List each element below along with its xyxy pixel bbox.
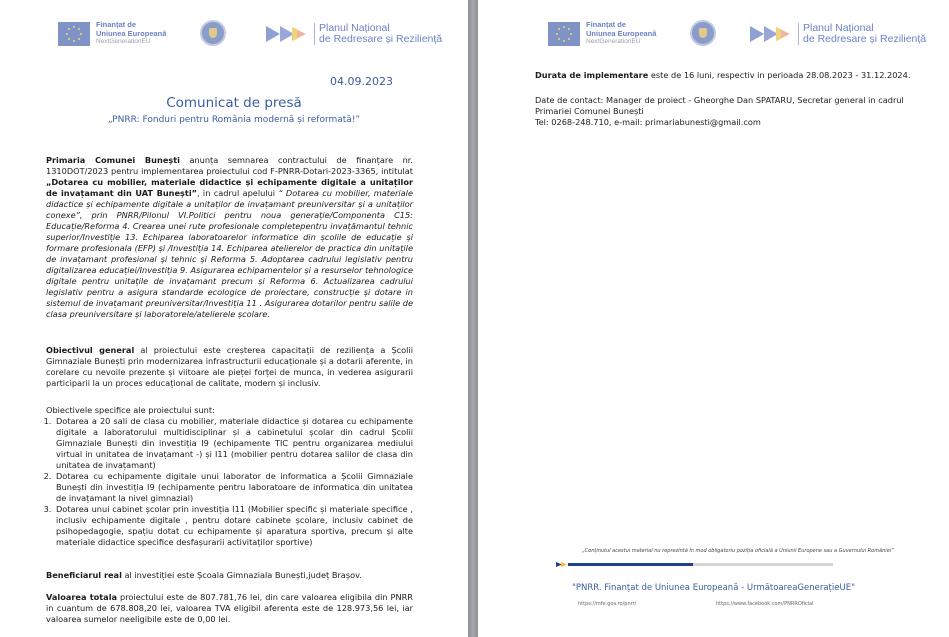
contact-phone-email: Tel: 0268-248.710, e-mail: primariabunesti@gmail.com (535, 117, 761, 127)
page-header: Finanțat de Uniunea Europeană NextGenerationEU Planul Național de Redresare și Reziliență (548, 20, 938, 52)
pnrr-arrows-icon (750, 23, 794, 45)
romania-government-seal-icon (690, 20, 716, 46)
total-value-paragraph: Valoarea totala proiectului este de 807.781,76 lei, din care valoarea eligibila din PNRR in cuantum de 678.808,20 lei, valoarea TVA eligibil aferenta este de 128.973,56 lei, iar valoarea sumelor neeligibile este de 0,00 lei. (46, 592, 413, 624)
beneficiary-paragraph: Beneficiarul real al investiției este Școala Gimnaziala Bunești,județ Brașov. (46, 570, 362, 580)
duration-paragraph: Durata de implementare este de 16 luni, respectiv in perioada 28.08.2023 - 31.12.2024. (535, 70, 911, 80)
contact-paragraph (535, 95, 915, 128)
eu-flag-icon (58, 22, 90, 46)
list-item: 1. Dotarea a 20 sali de clasa cu mobilier, materiale didactice și dotarea cu echipamente digitale a laboratorului multidisciplinar și a cabinetului școlar din cadrul Școlii Gimnaziale Bunești din investiția I9 (echipamente TIC pentru organizarea mediului virtual in unitatea de invațamant -) și I11 (mobilier pentru dotarea salilor de clasa din unitatea de invațamant) (54, 416, 413, 471)
facebook-link[interactable]: https://www.facebook.com/PNRROficial (716, 601, 814, 607)
specific-objectives-list (40, 416, 413, 548)
page-title: Comunicat de presă (166, 95, 302, 111)
eu-funding-text: Finanțat de Uniunea Europeană NextGenerationEU (96, 20, 167, 45)
document-page-1 (0, 0, 468, 637)
list-item: 2. Dotarea cu echipamente digitale unui laborator de informatica a Școlii Gimnaziale Bunești din investiția I9 (echipamente pentru laboratoare de informatica din unitatea de invațamant la nivel gimnazial) (54, 471, 413, 504)
footer-bar-arrow (556, 563, 566, 566)
romania-government-seal-icon (200, 20, 226, 46)
page-gutter (468, 0, 478, 637)
pnrr-arrows-icon (266, 23, 310, 45)
document-page-2 (478, 0, 949, 637)
eu-flag-icon (548, 22, 580, 46)
contact-person: Date de contact: Manager de proiect - Gheorghe Dan SPATARU, Secretar general in cadrul Primariei Comunei Bunești (535, 95, 904, 116)
list-item: 3. Dotarea unui cabinet școlar prin investiția I11 (Mobilier specific și materiale specifice , inclusiv echipamente digitale , pentru dotare cabinete școlare, inclusiv cabinet de psihopedagogie, spațiu dotat cu echipamente și aparatura sportiva, precum și alte materiale didactice specifice desfașurarii activitaților sportive) (54, 504, 413, 548)
eu-disclaimer: „Conținutul acestui material nu reprezintă în mod obligatoriu poziția oficială a Uniunii Europene sau a Guvernului României” (582, 548, 894, 554)
footer-slogan: "PNRR. Finanțat de Uniunea Europeană - UrmătoareaGenerațieUE" (572, 583, 855, 593)
footer-bar-grey (693, 563, 833, 566)
page-subtitle: „PNRR: Fonduri pentru România modernă și reformată!” (107, 115, 361, 125)
general-objective-paragraph: Obiectivul general al proiectului este creșterea capacitații de reziliența a Școlii Gimnaziale Bunești prin modernizarea infrastructurii educaționale și a dotarii aferente, in corelare cu nevoile prezente și viitoare ale pieței forței de munca, in vederea asigurarii participarii la un proces educațional de calitate, modern și inclusiv. (46, 345, 413, 388)
intro-paragraph: Primaria Comunei Bunești anunța semnarea contractului de finanțare nr. 1310DOT/2023 pentru implementarea proiectului cod F-PNRR-Dotari-2023-3365, intitulat „Dotarea cu mobilier, materiale didactice și echipamente digitale a unitaților de invațamant din UAT Bunești”, in cadrul apelului “ Dotarea cu mobilier, materiale didactice și echipamente digitale a unitaților de invațamant preuniversitar și a unitaților conexe”, prin PNRR/Pilonul VI.Politici pentru noua generație/Componenta C15: Educație/Reforma 4. Crearea unei rute profesionale completepentru invațămantul tehnic superior/Investiție 13. Echiparea laboratoarelor informatice din școlile de educație și formare profesionala (EFP) și /Investiția 14. Echiparea atelierelor de practica din unitațile de invațamant profesional și tehnic și Reforma 5. Adoptarea cadrului legislativ pentru digitalizarea educației/Investiția 9. Asigurarea echipamentelor și a resurselor tehnologice digitale pentru unitațile de invațamant precum și Reforma 6. Actualizarea cadrului legislativ pentru a asigura standarde ecologice de proiectare, construcție și dotare in sistemul de invațamant preuniversitar/Investiția 11 . Asigurarea dotarilor pentru salile de clasa preuniversitare și laboratorele/atelierele școlare. (46, 155, 413, 319)
specific-objectives-heading: Obiectivele specifice ale proiectului sunt: (46, 405, 215, 415)
footer-bar-blue (568, 563, 693, 566)
page-header: Finanțat de Uniunea Europeană NextGenerationEU Planul Național de Redresare și Reziliență (58, 20, 438, 52)
press-release-date: 04.09.2023 (330, 75, 393, 88)
eu-funding-text: Finanțat de Uniunea Europeană NextGenerationEU (586, 20, 657, 45)
mfe-link[interactable]: https://mfe.gov.ro/pnrr/ (578, 601, 637, 607)
